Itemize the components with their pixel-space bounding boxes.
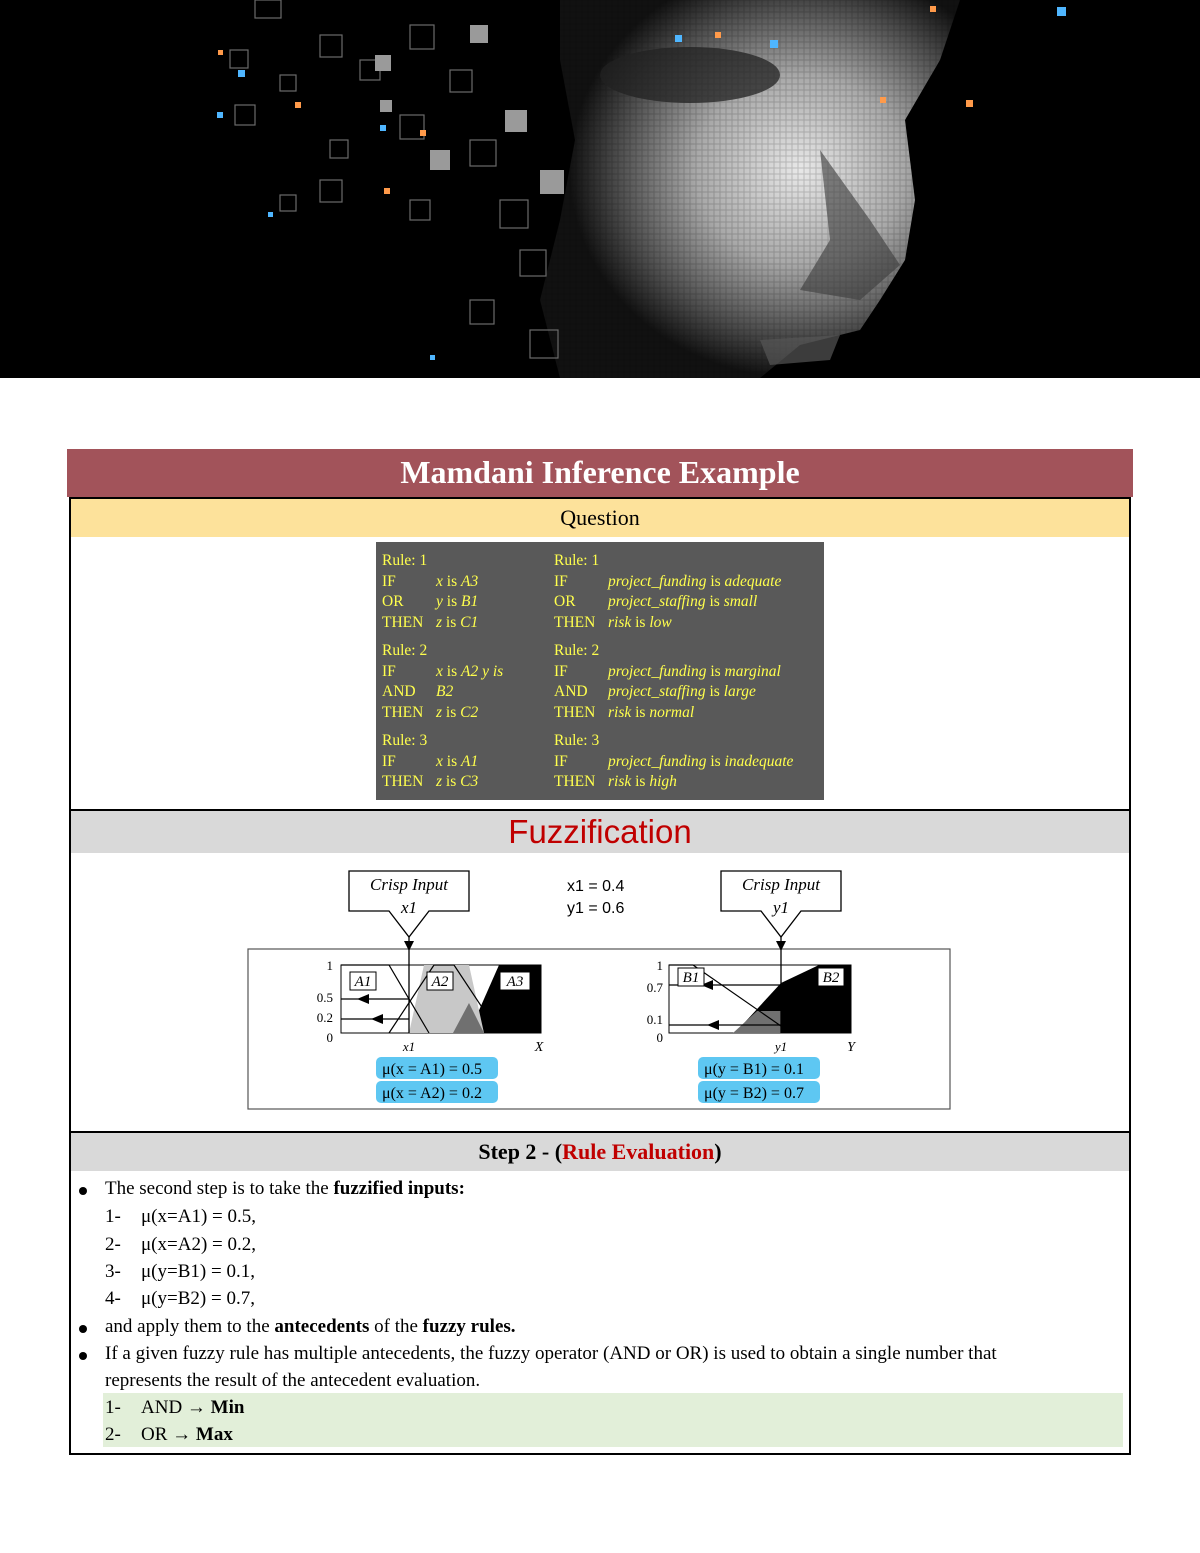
mu-item-4: 4- μ(y=B2) = 0.7,: [105, 1288, 255, 1309]
set-label-b1: B1: [682, 970, 700, 986]
voxel-face-illustration: [0, 0, 1200, 378]
linguistic-rule-3: [554, 731, 824, 793]
left-tick-0.5: 0.5: [316, 990, 333, 1005]
crisp-input-x-box: [349, 871, 469, 937]
mu-item-3: 3- μ(y=B1) = 0.1,: [105, 1261, 255, 1282]
bullet-dot: [79, 1352, 87, 1360]
rule-line: IF project_funding is adequate: [554, 572, 782, 590]
crisp-input-y-box: [721, 871, 841, 937]
crisp-input-y-label: Crisp Input: [742, 875, 820, 894]
set-label-a2: A2: [431, 974, 449, 990]
right-tick-0.1: 0.1: [646, 1012, 663, 1027]
fuzzification-header: Fuzzification: [69, 809, 1131, 855]
crisp-input-x-var: x1: [400, 898, 418, 917]
rule-line: THEN z is C3: [382, 773, 479, 790]
bullet-fuzzified-inputs: The second step is to take the fuzzified inputs:: [105, 1178, 465, 1199]
step2-header-prefix: Step 2 - (: [478, 1139, 563, 1164]
bullet-dot: [79, 1187, 87, 1195]
step2-header-suffix: ): [714, 1139, 722, 1164]
left-tick-1: 1: [326, 958, 333, 973]
symbolic-rule-3: [382, 731, 552, 793]
mu-x-a1: μ(x = A1) = 0.5: [382, 1061, 482, 1078]
step2-header-rule-evaluation: Rule Evaluation: [562, 1139, 715, 1164]
set-label-b2: B2: [822, 970, 840, 986]
right-tick-0: 0: [656, 1030, 663, 1045]
bullet-dot: [79, 1325, 87, 1333]
rules-box: [376, 542, 824, 800]
hero-banner-image: [0, 0, 1200, 378]
crisp-input-x-label: Crisp Input: [370, 875, 448, 894]
rule-heading: Rule: 2: [382, 642, 428, 659]
left-tick-0: 0: [326, 1030, 333, 1045]
rule-line: IF project_funding is marginal: [554, 662, 781, 680]
rule-line: THEN risk is normal: [554, 703, 695, 721]
rule-line: IF x is A3: [382, 572, 479, 590]
rule-heading: Rule: 3: [554, 732, 600, 749]
rule-line: IF x is A2 y is: [382, 662, 504, 680]
question-header: Question: [69, 497, 1131, 539]
y-axis-label: Y: [847, 1040, 855, 1055]
linguistic-rules: [554, 551, 824, 801]
set-label-a1: A1: [354, 974, 372, 990]
right-y1-tick: y1: [774, 1039, 788, 1054]
rule-heading: Rule: 3: [382, 732, 428, 749]
x1-value: x1 = 0.4: [567, 878, 625, 895]
fuzzification-body: [69, 853, 1131, 1133]
rule-line: IF x is A1: [382, 752, 479, 770]
step2-header: [69, 1131, 1131, 1173]
crisp-input-y-var: y1: [772, 898, 790, 917]
symbolic-rules: [382, 551, 552, 801]
rule-line: IF project_funding is inadequate: [554, 752, 794, 770]
operators-highlight: [103, 1393, 1123, 1447]
operator-and-min: 1- AND → Min: [105, 1397, 245, 1418]
mu-item-2: 2- μ(x=A2) = 0.2,: [105, 1234, 256, 1255]
set-label-a3: A3: [506, 974, 524, 990]
fuzzification-diagram: [71, 853, 1129, 1131]
x-axis-label: X: [534, 1040, 544, 1055]
right-tick-1: 1: [656, 958, 663, 973]
step2-body: [69, 1171, 1131, 1455]
left-x1-tick: x1: [402, 1039, 416, 1054]
linguistic-rule-2: [554, 641, 824, 723]
operator-or-max: 2- OR → Max: [105, 1424, 233, 1445]
rule-heading: Rule: 2: [554, 642, 600, 659]
rule-line: THEN z is C2: [382, 703, 479, 721]
right-tick-0.7: 0.7: [646, 980, 663, 995]
symbolic-rule-2: [382, 641, 552, 723]
left-tick-0.2: 0.2: [316, 1010, 333, 1025]
rule-line: AND project_staffing is large: [554, 683, 756, 700]
document-title: Mamdani Inference Example: [67, 449, 1133, 497]
mu-y-b1: μ(y = B1) = 0.1: [704, 1061, 804, 1078]
rule-line: AND B2: [382, 683, 454, 700]
rule-line: THEN risk is high: [554, 773, 677, 790]
linguistic-rule-1: [554, 551, 824, 633]
rule-heading: Rule: 1: [554, 552, 600, 569]
rule-line: THEN z is C1: [382, 613, 479, 631]
bullet-multiple-antecedents: If a given fuzzy rule has multiple antecedents, the fuzzy operator (AND or OR) is used to obtain a single number that: [105, 1343, 997, 1364]
bullet-apply-antecedents: and apply them to the antecedents of the fuzzy rules.: [105, 1316, 516, 1337]
rule-line: THEN risk is low: [554, 613, 672, 631]
rule-line: OR project_staffing is small: [554, 593, 758, 610]
bullet-multiple-antecedents-cont: represents the result of the antecedent evaluation.: [105, 1370, 481, 1391]
rule-line: OR y is B1: [382, 593, 479, 610]
mu-y-b2: μ(y = B2) = 0.7: [704, 1085, 804, 1102]
mu-x-a2: μ(x = A2) = 0.2: [382, 1085, 482, 1102]
symbolic-rule-1: [382, 551, 552, 633]
question-body: [69, 537, 1131, 811]
rule-heading: Rule: 1: [382, 552, 428, 569]
mu-item-1: 1- μ(x=A1) = 0.5,: [105, 1206, 256, 1227]
y1-value: y1 = 0.6: [567, 900, 625, 917]
